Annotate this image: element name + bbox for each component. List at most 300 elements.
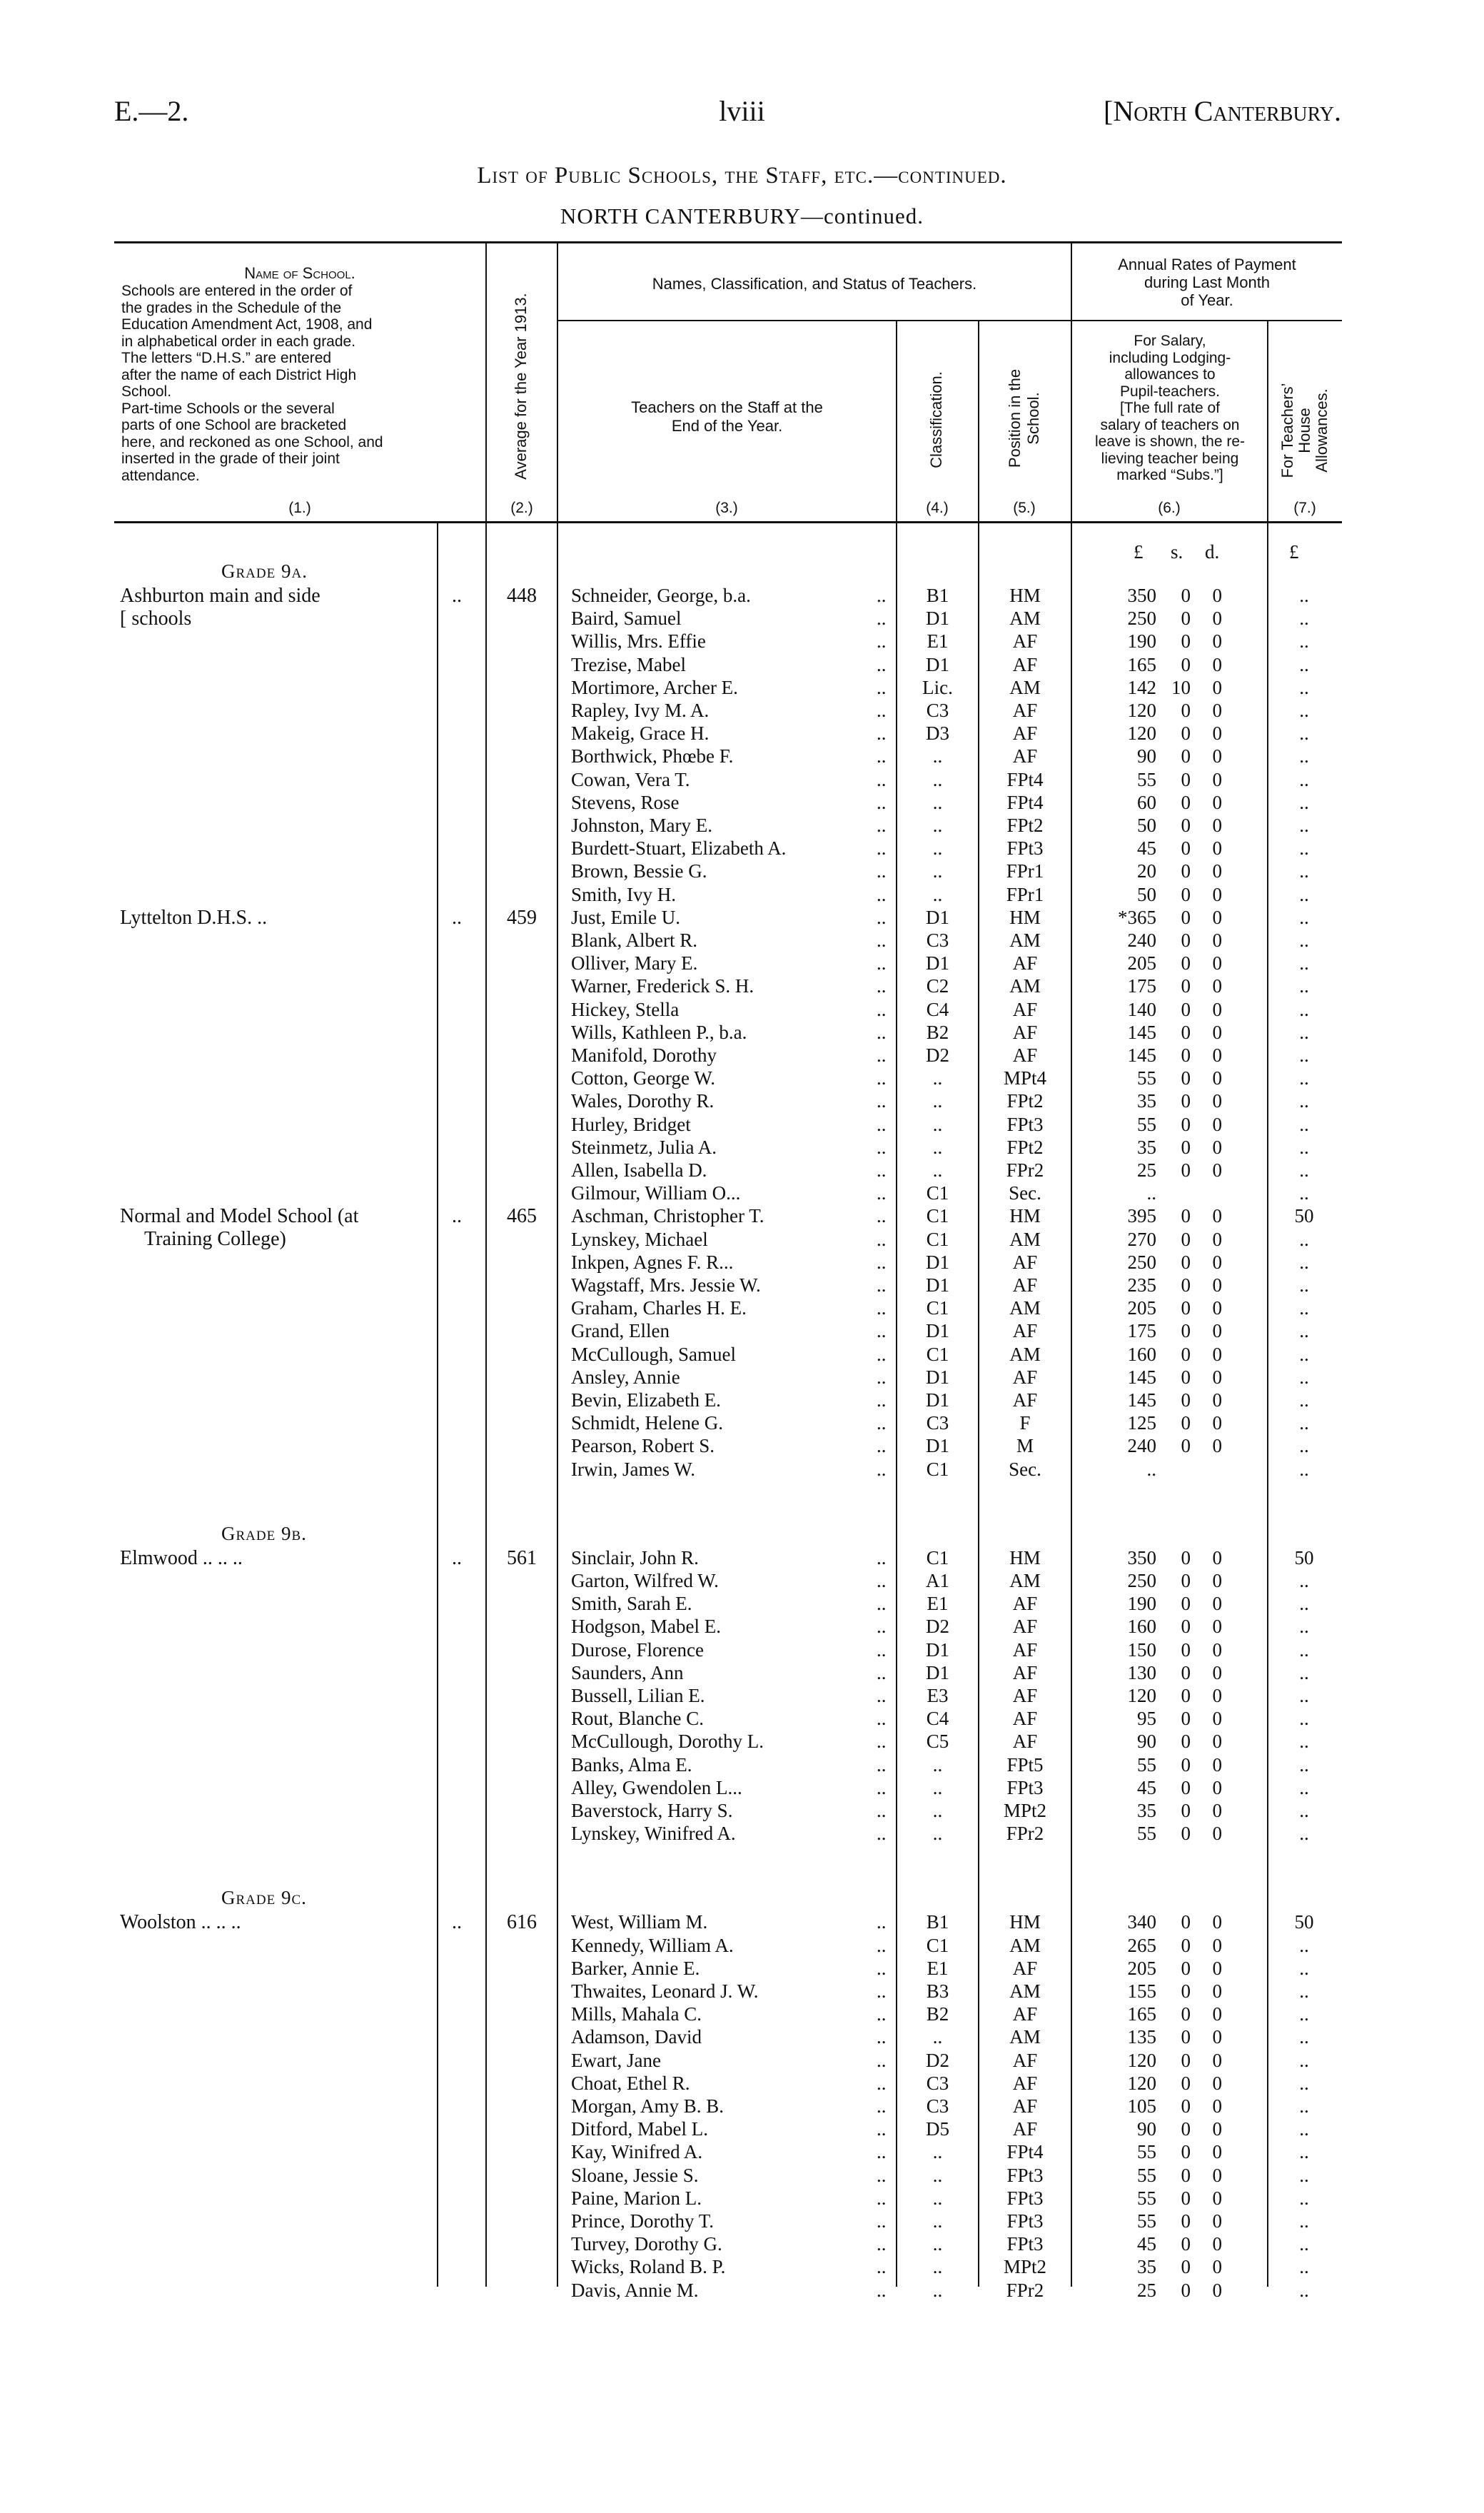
classification: D1	[926, 1389, 949, 1411]
col1-note-line: Schools are entered in the order of	[121, 283, 353, 299]
position: AF	[1012, 2003, 1038, 2025]
position: AF	[1012, 654, 1038, 675]
leader-dots: ..	[877, 2026, 887, 2048]
position: M	[1016, 1435, 1034, 1456]
salary-shillings: 0	[1181, 608, 1191, 629]
house-allowance: ..	[1299, 1229, 1309, 1250]
leader-dots: ..	[877, 1090, 887, 1112]
salary-shillings: 0	[1181, 1366, 1191, 1388]
position: AM	[1009, 930, 1041, 951]
position: MPt2	[1003, 2256, 1047, 2277]
classification: C3	[926, 1412, 949, 1434]
table-row	[0, 907, 1484, 930]
leader-dots: ..	[877, 1435, 887, 1456]
col1-note-line: School.	[121, 383, 172, 400]
col3-header	[558, 398, 896, 435]
leader-dots: ..	[877, 745, 887, 767]
classification: ..	[932, 1067, 943, 1089]
leader-dots: ..	[452, 585, 462, 607]
position: Sec.	[1009, 1459, 1041, 1480]
table-row	[0, 2118, 1484, 2141]
salary-shillings: 0	[1181, 1708, 1191, 1729]
position: AF	[1012, 630, 1038, 652]
position: FPt2	[1006, 1090, 1044, 1112]
teacher-name: Baverstock, Harry S.	[571, 1800, 733, 1821]
salary-pence: 0	[1212, 1022, 1222, 1043]
position: FPt3	[1006, 2165, 1044, 2186]
salary-pounds: 55	[1137, 1823, 1156, 1844]
teacher-name: Davis, Annie M.	[571, 2280, 699, 2301]
salary-pounds: 135	[1127, 2026, 1156, 2048]
house-allowance: ..	[1299, 2003, 1309, 2025]
col1-title: Name of School.	[244, 264, 355, 282]
table-row	[0, 1205, 1484, 1228]
table-row	[0, 1980, 1484, 2003]
house-allowance: ..	[1299, 1958, 1309, 1979]
table-row	[0, 2026, 1484, 2049]
salary-pounds: 250	[1127, 1570, 1156, 1591]
salary-pounds: 125	[1127, 1412, 1156, 1434]
salary-pence: 0	[1212, 1639, 1222, 1661]
position: FPt2	[1006, 815, 1044, 836]
position: AM	[1009, 2026, 1041, 2048]
leader-dots: ..	[877, 1823, 887, 1844]
leader-dots: ..	[877, 884, 887, 905]
grade-heading: Grade 9a.	[221, 560, 308, 582]
house-allowance: ..	[1299, 608, 1309, 629]
position: FPt4	[1006, 2141, 1044, 2162]
teacher-name: Baird, Samuel	[571, 608, 682, 629]
teacher-name: Ewart, Jane	[571, 2050, 661, 2071]
classification: B1	[926, 585, 949, 606]
teacher-name: Thwaites, Leonard J. W.	[571, 1980, 759, 2002]
table-row	[0, 1459, 1484, 1481]
salary-pounds: 240	[1127, 1435, 1156, 1456]
house-allowance: ..	[1299, 1344, 1309, 1365]
salary-pence: 0	[1212, 585, 1222, 606]
salary-pounds: 90	[1137, 745, 1156, 767]
classification: C3	[926, 700, 949, 721]
salary-pounds: *365	[1118, 907, 1156, 928]
classification: ..	[932, 769, 943, 790]
position: HM	[1009, 1547, 1041, 1568]
salary-pounds: 205	[1127, 1297, 1156, 1319]
salary-shillings: 0	[1181, 2073, 1191, 2094]
position: AM	[1009, 1229, 1041, 1250]
house-allowance: ..	[1299, 1274, 1309, 1296]
classification: E1	[927, 630, 949, 652]
table-row	[0, 1114, 1484, 1137]
school-average: 465	[507, 1205, 537, 1227]
salary-pounds: 145	[1127, 1366, 1156, 1388]
house-allowance: ..	[1299, 2141, 1309, 2162]
leader-dots: ..	[877, 2233, 887, 2255]
salary-shillings: 0	[1181, 585, 1191, 606]
salary-pence: 0	[1212, 722, 1222, 744]
teacher-name: Alley, Gwendolen L...	[571, 1777, 742, 1798]
teacher-name: Smith, Sarah E.	[571, 1593, 692, 1614]
position: FPr1	[1006, 884, 1044, 905]
table-row	[0, 585, 1484, 608]
salary-pence: 0	[1212, 1044, 1222, 1066]
salary-shillings: 0	[1181, 700, 1191, 721]
salary-pounds: 35	[1137, 1090, 1156, 1112]
col3-header-line: Teachers on the Staff at the	[631, 398, 823, 416]
col1-note-line: The letters “D.H.S.” are entered	[121, 350, 332, 366]
teacher-name: Morgan, Amy B. B.	[571, 2095, 725, 2117]
leader-dots: ..	[877, 608, 887, 629]
salary-pence: 0	[1212, 1137, 1222, 1158]
position: AF	[1012, 2095, 1038, 2117]
table-row	[0, 1320, 1484, 1343]
classification: D2	[926, 2050, 949, 2071]
position: FPr2	[1006, 1159, 1044, 1181]
house-allowance: ..	[1299, 2280, 1309, 2301]
leader-dots: ..	[877, 2280, 887, 2301]
teacher-name: Smith, Ivy H.	[571, 884, 677, 905]
classification: C1	[926, 1182, 949, 1204]
classification: D1	[926, 952, 949, 974]
classification: D3	[926, 722, 949, 744]
salary-shillings: 0	[1181, 1593, 1191, 1614]
leader-dots: ..	[877, 1731, 887, 1752]
salary-pounds: 25	[1137, 1159, 1156, 1181]
leader-dots: ..	[877, 1935, 887, 1956]
classification: D1	[926, 907, 949, 928]
classification: ..	[932, 2187, 943, 2209]
teacher-name: Garton, Wilfred W.	[571, 1570, 719, 1591]
teacher-name: Cowan, Vera T.	[571, 769, 690, 790]
position: AF	[1012, 722, 1038, 744]
salary-shillings: 10	[1171, 677, 1191, 698]
position: AF	[1012, 1958, 1038, 1979]
salary-pounds: 240	[1127, 930, 1156, 951]
position: MPt4	[1003, 1067, 1047, 1089]
position: AF	[1012, 952, 1038, 974]
col6-header-line: including Lodging-	[1109, 349, 1231, 366]
salary-pounds: 150	[1127, 1639, 1156, 1661]
table-row	[0, 1911, 1484, 1934]
col1-note-line: Education Amendment Act, 1908, and	[121, 316, 373, 333]
position: HM	[1009, 1205, 1041, 1227]
position: AF	[1012, 745, 1038, 767]
classification: ..	[932, 2026, 943, 2048]
salary-shillings: 0	[1181, 1044, 1191, 1066]
classification: C4	[926, 999, 949, 1020]
leader-dots: ..	[877, 630, 887, 652]
table-row	[0, 1800, 1484, 1823]
leader-dots: ..	[877, 1159, 887, 1181]
salary-shillings: 0	[1181, 952, 1191, 974]
school-average: 616	[507, 1911, 537, 1933]
table-row	[0, 1252, 1484, 1274]
school-average: 561	[507, 1547, 537, 1569]
leader-dots: ..	[877, 1320, 887, 1341]
leader-dots: ..	[877, 1412, 887, 1434]
salary-pence: 0	[1212, 1412, 1222, 1434]
classification: ..	[932, 1137, 943, 1158]
house-allowance: ..	[1299, 1252, 1309, 1273]
table-row	[0, 654, 1484, 677]
teacher-name: Willis, Mrs. Effie	[571, 630, 706, 652]
salary-shillings: 0	[1181, 1980, 1191, 2002]
salary-shillings: 0	[1181, 1662, 1191, 1683]
position: AF	[1012, 1593, 1038, 1614]
classification: D1	[926, 1320, 949, 1341]
school-average: 459	[507, 907, 537, 929]
table-row	[0, 2050, 1484, 2073]
salary-pounds: 120	[1127, 2050, 1156, 2071]
teacher-name: Graham, Charles H. E.	[571, 1297, 747, 1319]
salary-pence: 0	[1212, 2118, 1222, 2140]
col5-header-line: School.	[1024, 392, 1042, 445]
house-allowance: ..	[1299, 1800, 1309, 1821]
leader-dots: ..	[877, 1297, 887, 1319]
school-name: [ schools	[120, 608, 192, 630]
house-allowance: ..	[1299, 1593, 1309, 1614]
salary-shillings: 0	[1181, 722, 1191, 744]
salary-shillings: 0	[1181, 1412, 1191, 1434]
salary-pounds: 35	[1137, 1137, 1156, 1158]
salary-shillings: 0	[1181, 815, 1191, 836]
salary-shillings: 0	[1181, 1229, 1191, 1250]
salary-pounds: 35	[1137, 1800, 1156, 1821]
teacher-name: Makeig, Grace H.	[571, 722, 710, 744]
salary-pence: 0	[1212, 1435, 1222, 1456]
salary-shillings: 0	[1181, 1639, 1191, 1661]
table-row	[0, 2256, 1484, 2279]
teacher-name: Turvey, Dorothy G.	[571, 2233, 722, 2255]
salary-pence: 0	[1212, 1935, 1222, 1956]
table-row	[0, 1708, 1484, 1731]
leader-dots: ..	[877, 2095, 887, 2117]
column-number: (4.)	[926, 500, 949, 516]
table-row	[0, 1547, 1484, 1570]
classification: ..	[932, 2280, 943, 2301]
salary-pence: 0	[1212, 2256, 1222, 2277]
teacher-name: Ditford, Mabel L.	[571, 2118, 708, 2140]
col7-header-line: House	[1296, 408, 1313, 453]
classification: D1	[926, 1366, 949, 1388]
teacher-name: Wills, Kathleen P., b.a.	[571, 1022, 747, 1043]
salary-pounds: 50	[1137, 884, 1156, 905]
table-row	[0, 1274, 1484, 1297]
house-allowance: ..	[1299, 1616, 1309, 1637]
position: AF	[1012, 1274, 1038, 1296]
leader-dots: ..	[877, 677, 887, 698]
salary-pence: 0	[1212, 815, 1222, 836]
salary-shillings: 0	[1181, 1090, 1191, 1112]
table-row	[0, 677, 1484, 700]
classification: ..	[932, 860, 943, 882]
teacher-name: Brown, Bessie G.	[571, 860, 707, 882]
leader-dots: ..	[452, 907, 462, 929]
house-allowance: ..	[1299, 654, 1309, 675]
column-number: (6.)	[1158, 500, 1181, 516]
column-number: (1.)	[288, 500, 311, 516]
position: AM	[1009, 608, 1041, 629]
teachers-group-header: Names, Classification, and Status of Teachers.	[652, 275, 977, 293]
school-name: Training College)	[144, 1228, 286, 1251]
column-number: (2.)	[510, 500, 533, 516]
teacher-name: Kay, Winifred A.	[571, 2141, 703, 2162]
leader-dots: ..	[877, 907, 887, 928]
pay-group-header	[1072, 256, 1342, 309]
classification: C1	[926, 1297, 949, 1319]
teacher-name: Hickey, Stella	[571, 999, 680, 1020]
leader-dots: ..	[877, 1616, 887, 1637]
classification: ..	[932, 1159, 943, 1181]
classification: C5	[926, 1731, 949, 1752]
col6-header-line: [The full rate of	[1119, 400, 1221, 416]
teacher-name: Blank, Albert R.	[571, 930, 697, 951]
salary-pounds: 25	[1137, 2280, 1156, 2301]
teacher-name: Olliver, Mary E.	[571, 952, 698, 974]
salary-shillings: 0	[1181, 860, 1191, 882]
col5-header-line: Position in the	[1006, 368, 1024, 468]
salary-shillings: 0	[1181, 1958, 1191, 1979]
table-row	[0, 792, 1484, 815]
teacher-name: Burdett-Stuart, Elizabeth A.	[571, 837, 787, 859]
classification: ..	[932, 2210, 943, 2232]
classification: D1	[926, 608, 949, 629]
leader-dots: ..	[877, 930, 887, 951]
salary-pence: 0	[1212, 1593, 1222, 1614]
salary-pounds: 95	[1137, 1708, 1156, 1729]
table-row	[0, 2095, 1484, 2118]
salary-pence: 0	[1212, 2095, 1222, 2117]
column-number: (5.)	[1013, 500, 1036, 516]
teacher-name: Inkpen, Agnes F. R...	[571, 1252, 734, 1273]
table-row	[0, 999, 1484, 1022]
teacher-name: Borthwick, Phœbe F.	[571, 745, 734, 767]
teacher-name: Adamson, David	[571, 2026, 702, 2048]
col1-note-line: parts of one School are bracketed	[121, 417, 347, 433]
position: FPt3	[1006, 2187, 1044, 2209]
school-name: Lyttelton D.H.S. ..	[120, 907, 268, 929]
salary-pence: 0	[1212, 792, 1222, 813]
col6-header	[1074, 333, 1266, 484]
salary-pence: 0	[1212, 1090, 1222, 1112]
salary-pounds: 160	[1127, 1344, 1156, 1365]
position: AM	[1009, 1297, 1041, 1319]
position: AF	[1012, 1389, 1038, 1411]
salary-pounds: 270	[1127, 1229, 1156, 1250]
position: AF	[1012, 1320, 1038, 1341]
classification: D1	[926, 1435, 949, 1456]
house-allowance: ..	[1299, 2026, 1309, 2048]
salary-shillings: 0	[1181, 1114, 1191, 1135]
salary-pence: 0	[1212, 1205, 1222, 1227]
house-allowance: ..	[1299, 677, 1309, 698]
school-average: 448	[507, 585, 537, 607]
leader-dots: ..	[877, 860, 887, 882]
salary-shillings: 0	[1181, 884, 1191, 905]
column-number: (7.)	[1293, 500, 1316, 516]
house-allowance: ..	[1299, 1412, 1309, 1434]
table-row	[0, 1366, 1484, 1389]
salary-pence: 0	[1212, 1911, 1222, 1933]
col6-header-line: allowances to	[1124, 366, 1216, 383]
salary-shillings: 0	[1181, 769, 1191, 790]
leader-dots: ..	[877, 1205, 887, 1227]
grade-heading: Grade 9b.	[221, 1523, 307, 1544]
house-allowance: ..	[1299, 1389, 1309, 1411]
classification: C3	[926, 2073, 949, 2094]
col4-header: Classification.	[927, 371, 945, 468]
salary-shillings: 0	[1181, 2187, 1191, 2209]
house-allowance: ..	[1299, 860, 1309, 882]
salary-pounds: 120	[1127, 722, 1156, 744]
leader-dots: ..	[877, 1044, 887, 1066]
classification: B3	[926, 1980, 949, 2002]
salary-pence: 0	[1212, 1389, 1222, 1411]
salary-pence: 0	[1212, 1547, 1222, 1568]
table-row	[0, 2165, 1484, 2187]
teacher-name: Wales, Dorothy R.	[571, 1090, 715, 1112]
position: FPt3	[1006, 1114, 1044, 1135]
leader-dots: ..	[877, 2187, 887, 2209]
teacher-name: Barker, Annie E.	[571, 1958, 700, 1979]
teacher-name: Johnston, Mary E.	[571, 815, 712, 836]
house-allowance: ..	[1299, 2050, 1309, 2071]
teacher-name: McCullough, Samuel	[571, 1344, 736, 1365]
house-allowance: ..	[1299, 1685, 1309, 1706]
house-allowance: ..	[1299, 1731, 1309, 1752]
house-allowance: ..	[1299, 975, 1309, 997]
house-allowance: ..	[1299, 1297, 1309, 1319]
allowance-unit: £	[1289, 541, 1299, 563]
school-name: Woolston .. .. ..	[120, 1911, 241, 1933]
position: AF	[1012, 1022, 1038, 1043]
position: HM	[1009, 1911, 1041, 1933]
salary-pence: 0	[1212, 2141, 1222, 2162]
position: Sec.	[1009, 1182, 1041, 1204]
position: AF	[1012, 1616, 1038, 1637]
salary-pounds: 130	[1127, 1662, 1156, 1683]
house-allowance: ..	[1299, 1182, 1309, 1204]
table-row	[0, 1159, 1484, 1182]
position: FPr2	[1006, 1823, 1044, 1844]
salary-pounds: 55	[1137, 1754, 1156, 1776]
position: AF	[1012, 1639, 1038, 1661]
classification: ..	[932, 2141, 943, 2162]
salary-pounds: 140	[1127, 999, 1156, 1020]
salary-pence: 0	[1212, 884, 1222, 905]
teacher-name: Wagstaff, Mrs. Jessie W.	[571, 1274, 761, 1296]
leader-dots: ..	[877, 1685, 887, 1706]
classification: ..	[932, 745, 943, 767]
col3-header-line: End of the Year.	[671, 417, 783, 435]
house-allowance: ..	[1299, 1823, 1309, 1844]
position: F	[1019, 1412, 1031, 1434]
house-allowance: ..	[1299, 769, 1309, 790]
table-row	[0, 1935, 1484, 1958]
leader-dots: ..	[877, 585, 887, 606]
classification: C1	[926, 1205, 949, 1227]
salary-pence: 0	[1212, 2026, 1222, 2048]
house-allowance: ..	[1299, 1366, 1309, 1388]
salary-shillings: 0	[1181, 2233, 1191, 2255]
teacher-name: Hodgson, Mabel E.	[571, 1616, 721, 1637]
house-allowance: ..	[1299, 1459, 1309, 1480]
salary-pounds: 160	[1127, 1616, 1156, 1637]
position: FPr1	[1006, 860, 1044, 882]
teacher-name: Pearson, Robert S.	[571, 1435, 715, 1456]
house-allowance: ..	[1299, 1137, 1309, 1158]
salary-pounds: 205	[1127, 1958, 1156, 1979]
col1-note-line: here, and reckoned as one School, and	[121, 433, 383, 450]
